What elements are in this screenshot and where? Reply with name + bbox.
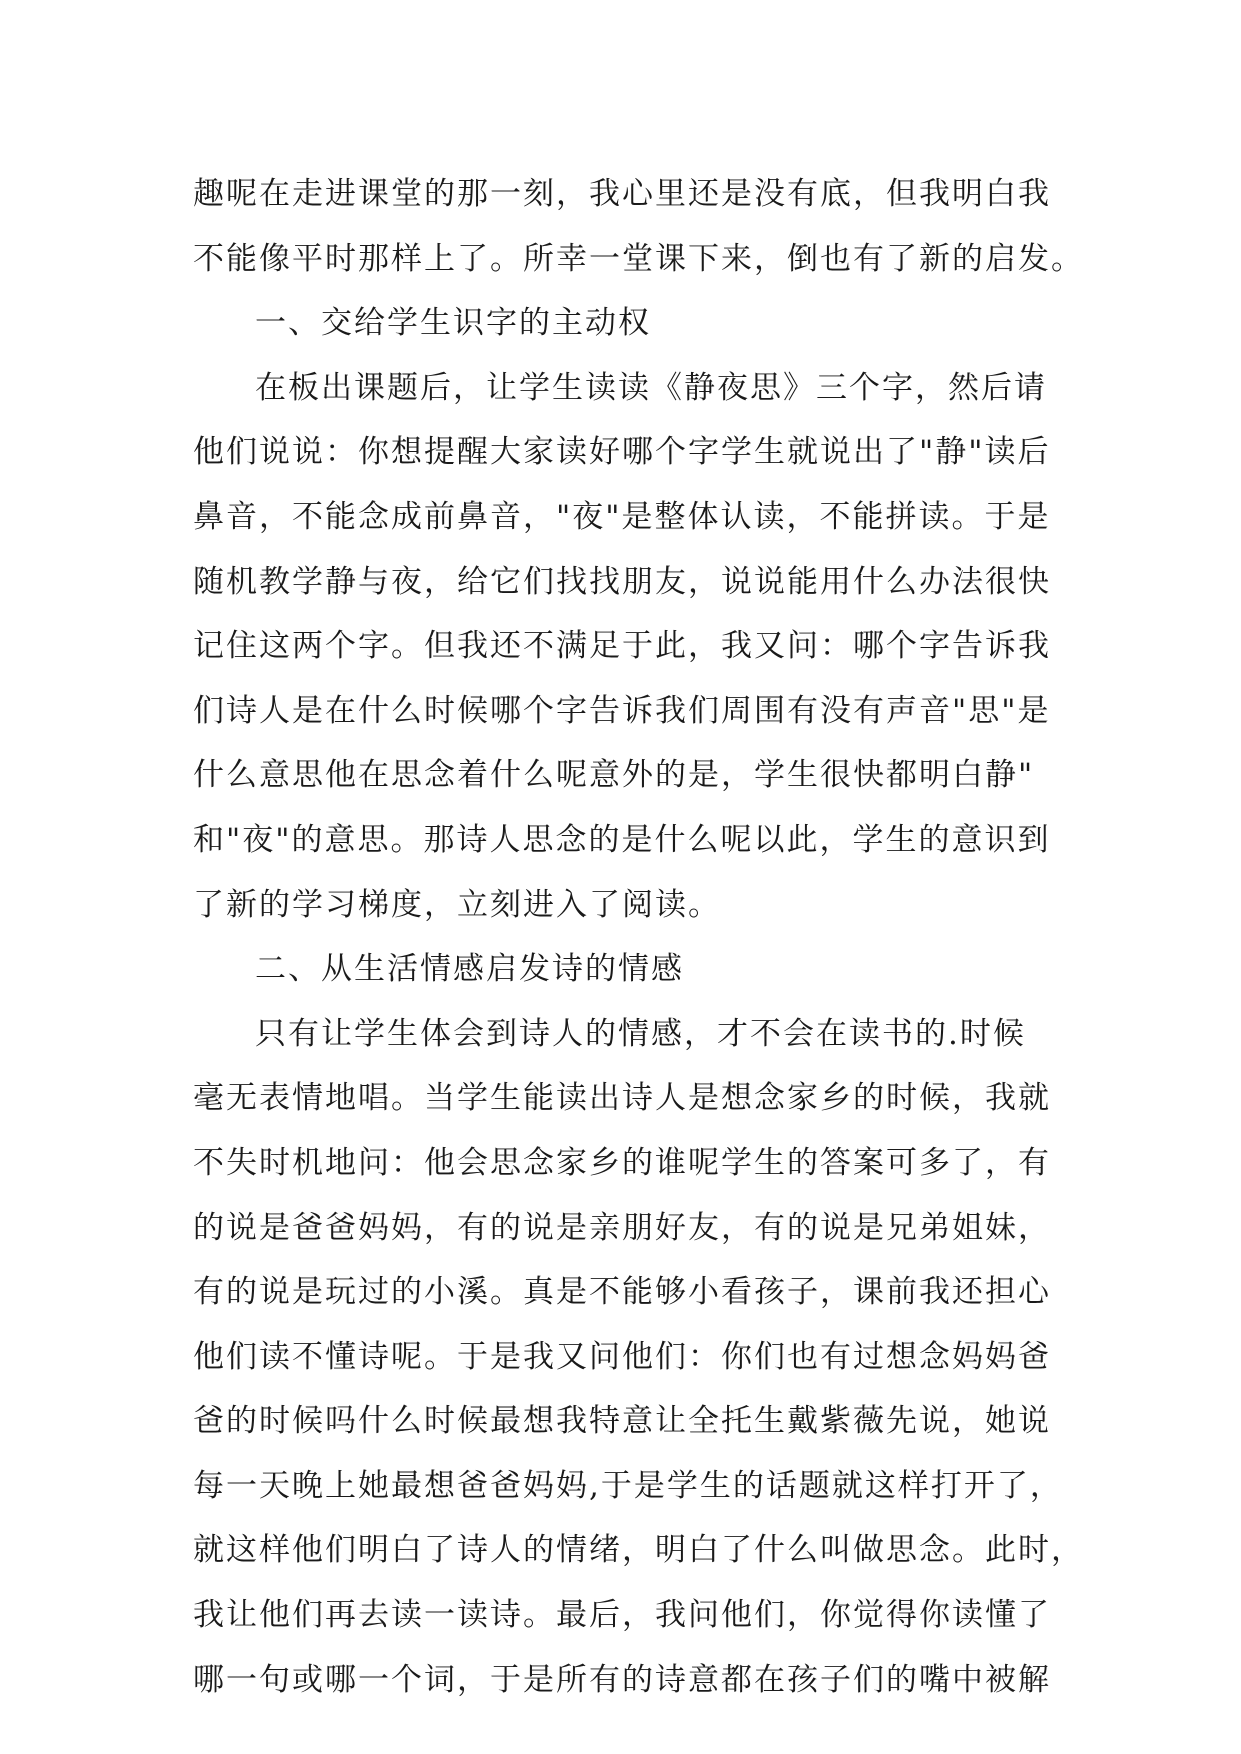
text-line: 什么意思他在思念着什么呢意外的是，学生很快都明白静" bbox=[193, 757, 1035, 794]
text-line: 鼻音，不能念成前鼻音，"夜"是整体认读，不能拼读。于是 bbox=[193, 498, 1051, 535]
text-line: 们诗人是在什么时候哪个字告诉我们周围有没有声音"思"是 bbox=[193, 692, 1051, 729]
text-line: 毫无表情地唱。当学生能读出诗人是想念家乡的时候，我就 bbox=[193, 1080, 1051, 1117]
text-line: 和"夜"的意思。那诗人思念的是什么呢以此，学生的意识到 bbox=[193, 821, 1051, 858]
text-line: 记住这两个字。但我还不满足于此，我又问：哪个字告诉我 bbox=[193, 628, 1051, 665]
text-line: 哪一句或哪一个词，于是所有的诗意都在孩子们的嘴中被解 bbox=[193, 1661, 1051, 1698]
text-line: 爸的时候吗什么时候最想我特意让全托生戴紫薇先说，她说 bbox=[193, 1403, 1051, 1440]
text-line: 趣呢在走进课堂的那一刻，我心里还是没有底，但我明白我 bbox=[193, 176, 1051, 212]
text-line: 不能像平时那样上了。所幸一堂课下来，倒也有了新的启发。 bbox=[193, 240, 1084, 277]
text-line: 每一天晚上她最想爸爸妈妈,于是学生的话题就这样打开了， bbox=[193, 1467, 1063, 1504]
text-line: 了新的学习梯度，立刻进入了阅读。 bbox=[193, 886, 721, 923]
text-line: 随机教学静与夜，给它们找找朋友，说说能用什么办法很快 bbox=[193, 563, 1051, 600]
paragraph-start-line: 在板出课题后，让学生读读《静夜思》三个字，然后请 bbox=[255, 369, 1047, 406]
text-line: 的说是爸爸妈妈，有的说是亲朋好友，有的说是兄弟姐妹， bbox=[193, 1209, 1051, 1246]
text-line: 有的说是玩过的小溪。真是不能够小看孩子，课前我还担心 bbox=[193, 1274, 1051, 1311]
text-line: 我让他们再去读一读诗。最后，我问他们，你觉得你读懂了 bbox=[193, 1597, 1051, 1634]
paragraph-start-line: 只有让学生体会到诗人的情感，才不会在读书的.时候 bbox=[255, 1015, 1026, 1052]
text-line: 不失时机地问：他会思念家乡的谁呢学生的答案可多了，有 bbox=[193, 1144, 1051, 1181]
body-text bbox=[193, 162, 1084, 1712]
text-line: 他们读不懂诗呢。于是我又问他们：你们也有过想念妈妈爸 bbox=[193, 1338, 1051, 1375]
paragraph-start-line: 一、交给学生识字的主动权 bbox=[255, 305, 651, 342]
text-line: 他们说说：你想提醒大家读好哪个字学生就说出了"静"读后 bbox=[193, 434, 1051, 471]
paragraph-start-line: 二、从生活情感启发诗的情感 bbox=[255, 951, 684, 988]
text-line: 就这样他们明白了诗人的情绪，明白了什么叫做思念。此时， bbox=[193, 1532, 1084, 1569]
